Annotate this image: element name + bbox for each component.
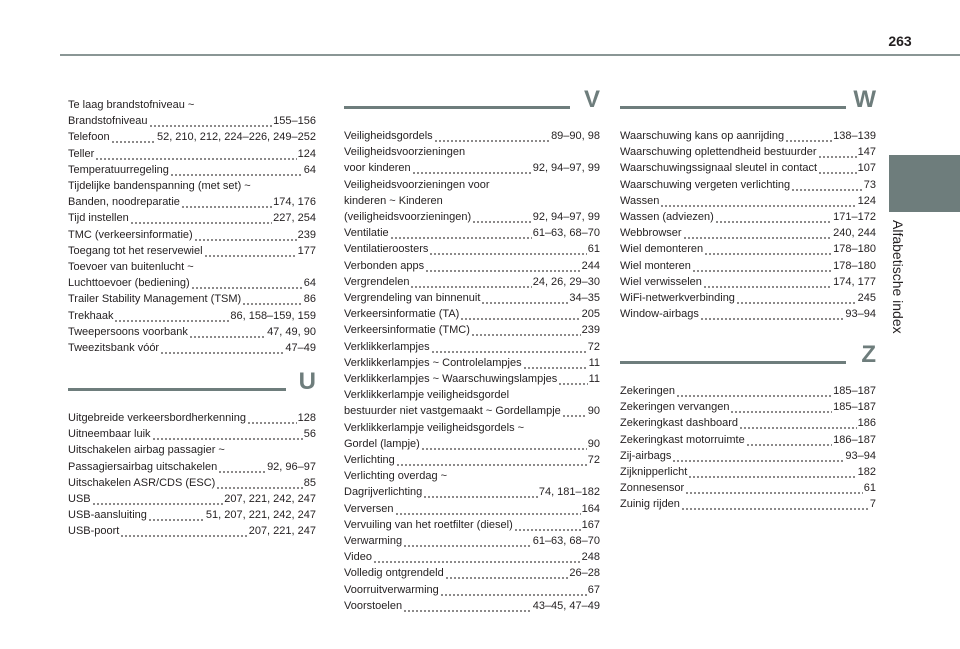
entry-pages: 90 — [587, 437, 600, 450]
dot-leader — [194, 227, 297, 243]
entry-term: Volledig ontgrendeld — [344, 567, 444, 580]
entry-pages: 52, 210, 212, 224–226, 249–252 — [156, 131, 316, 144]
index-entry — [68, 210, 316, 226]
index-entry — [620, 415, 876, 431]
entry-pages: 124 — [297, 147, 316, 160]
entry-pages: 73 — [863, 178, 876, 191]
index-entry — [620, 160, 876, 176]
entry-term: Verbonden apps — [344, 259, 425, 272]
dot-leader — [558, 371, 587, 387]
index-entry — [344, 387, 600, 403]
index-entry — [344, 290, 600, 306]
entry-pages: 93–94 — [845, 449, 876, 462]
index-entry — [344, 565, 600, 581]
entry-pages: 239 — [297, 228, 316, 241]
entry-term: USB-aansluiting — [68, 509, 147, 522]
entry-term: Ventilatieroosters — [344, 243, 429, 256]
entry-pages: 74, 181–182 — [538, 486, 600, 499]
dot-leader — [425, 258, 581, 274]
entry-term: Verlichting — [344, 454, 395, 467]
index-entry — [620, 399, 876, 415]
index-entry — [68, 507, 316, 523]
dot-leader — [149, 113, 273, 129]
section-heading — [620, 86, 876, 128]
entry-term: Verklikkerlampje veiligheidsgordel — [344, 389, 510, 402]
entry-pages: 85 — [303, 476, 316, 489]
index-entry — [68, 113, 316, 129]
dot-leader — [189, 324, 266, 340]
dot-leader — [471, 322, 581, 338]
index-entry — [344, 225, 600, 241]
index-entry — [68, 459, 316, 475]
entry-term: Vergrendelen — [344, 275, 410, 288]
dot-leader — [514, 517, 581, 533]
entry-pages: 61–63, 68–70 — [532, 535, 600, 548]
index-entry — [344, 144, 600, 160]
dot-leader — [730, 399, 832, 415]
dot-leader — [431, 339, 587, 355]
dot-leader — [390, 225, 532, 241]
index-entry — [344, 160, 600, 176]
index-entry — [68, 426, 316, 442]
entry-term: Verlichting overdag ~ — [344, 470, 448, 483]
section-heading — [68, 368, 316, 410]
entry-term: Trailer Stability Management (TSM) — [68, 293, 242, 306]
index-entry — [344, 436, 600, 452]
entry-term: Wiel verwisselen — [620, 275, 702, 288]
index-entry — [344, 598, 600, 614]
index-column-t — [68, 97, 316, 356]
entry-pages: 171–172 — [833, 211, 876, 224]
index-entry — [344, 274, 600, 290]
index-column-u — [68, 368, 316, 540]
dot-leader — [818, 144, 857, 160]
section-letter: U — [298, 368, 316, 395]
entry-pages: 155–156 — [273, 115, 316, 128]
section-heading-rule — [620, 106, 846, 109]
entry-term: Toevoer van buitenlucht ~ — [68, 261, 194, 274]
entry-pages: 178–180 — [833, 259, 876, 272]
entry-term: Tijdelijke bandenspanning (met set) ~ — [68, 180, 251, 193]
entry-term: Zekeringen vervangen — [620, 401, 730, 414]
entry-term: bestuurder niet vastgemaakt ~ Gordellampje — [344, 405, 561, 418]
entry-pages: 186–187 — [833, 433, 876, 446]
dot-leader — [429, 241, 586, 257]
index-entry — [344, 517, 600, 533]
dot-leader — [242, 291, 303, 307]
entry-term: Temperatuurregeling — [68, 163, 169, 176]
dot-leader — [423, 484, 538, 500]
entry-pages: 174, 177 — [833, 275, 876, 288]
dot-leader — [412, 160, 532, 176]
entry-term: Toegang tot het reservewiel — [68, 244, 203, 257]
index-entry — [68, 340, 316, 356]
index-entry — [68, 324, 316, 340]
entry-pages: 47–49 — [285, 342, 316, 355]
entry-term: Uitgebreide verkeersbordherkenning — [68, 412, 246, 424]
entry-pages: 26–28 — [569, 567, 600, 580]
entry-pages: 72 — [587, 454, 600, 467]
index-entry — [344, 193, 600, 209]
entry-term: kinderen ~ Kinderen — [344, 194, 443, 207]
entry-term: Webbrowser — [620, 227, 682, 240]
dot-leader — [791, 177, 863, 193]
dot-leader — [120, 523, 247, 539]
dot-leader — [472, 209, 532, 225]
index-entry — [68, 475, 316, 491]
index-entry — [344, 371, 600, 387]
entry-term: Verklikkerlampje veiligheidsgordels ~ — [344, 421, 525, 434]
dot-leader — [715, 209, 832, 225]
index-column-v — [344, 86, 600, 614]
index-entry — [344, 209, 600, 225]
index-entry — [68, 523, 316, 539]
index-entry — [344, 128, 600, 144]
entry-term: Tweezitsbank vóór — [68, 342, 160, 355]
dot-leader — [445, 565, 569, 581]
entry-term: Voorstoelen — [344, 599, 403, 612]
dot-leader — [692, 258, 832, 274]
entry-term: Veiligheidsvoorzieningen — [344, 146, 466, 159]
index-entry — [344, 177, 600, 193]
dot-leader — [181, 194, 272, 210]
index-entry — [344, 468, 600, 484]
entry-pages: 7 — [869, 498, 876, 511]
entry-term: Waarschuwing kans op aanrijding — [620, 130, 785, 142]
entry-pages: 86 — [303, 293, 316, 306]
index-entry — [620, 177, 876, 193]
entry-term: Verkeersinformatie (TA) — [344, 308, 460, 321]
dot-leader — [681, 496, 869, 512]
dot-leader — [440, 582, 587, 598]
entry-term: Dagrijverlichting — [344, 486, 423, 499]
entry-term: Veiligheidsgordels — [344, 130, 433, 142]
entry-pages: 167 — [581, 518, 600, 531]
entry-pages: 64 — [303, 277, 316, 290]
entry-pages: 239 — [581, 324, 600, 337]
index-entry — [620, 432, 876, 448]
index-entry — [68, 410, 316, 426]
dot-leader — [410, 274, 531, 290]
entry-term: Teller — [68, 147, 95, 160]
dot-leader — [111, 129, 156, 145]
entry-pages: 67 — [587, 583, 600, 596]
index-entry — [344, 258, 600, 274]
index-entry — [620, 383, 876, 399]
entry-term: Veiligheidsvoorzieningen voor — [344, 178, 490, 191]
dot-leader — [700, 306, 845, 322]
entry-pages: 245 — [857, 292, 876, 305]
entry-pages: 11 — [588, 373, 600, 386]
index-entry — [68, 194, 316, 210]
dot-leader — [481, 290, 568, 306]
index-entry — [620, 448, 876, 464]
entry-pages: 56 — [303, 428, 316, 441]
dot-leader — [685, 480, 863, 496]
index-entry — [620, 480, 876, 496]
entry-term: Brandstofniveau — [68, 115, 148, 128]
index-entry — [620, 496, 876, 512]
dot-leader — [434, 128, 550, 144]
entry-term: Telefoon — [68, 131, 110, 144]
entry-pages: 34–35 — [569, 292, 600, 305]
dot-leader — [160, 340, 284, 356]
index-entry — [344, 484, 600, 500]
index-entry — [68, 162, 316, 178]
entry-term: Vervuiling van het roetfilter (diesel) — [344, 518, 513, 531]
dot-leader — [152, 426, 303, 442]
entry-term: Tijd instellen — [68, 212, 129, 225]
entry-term: Wassen — [620, 194, 660, 207]
dot-leader — [95, 146, 296, 162]
index-entry — [620, 193, 876, 209]
entry-term: Uitschakelen ASR/CDS (ESC) — [68, 476, 216, 489]
entry-term: Verwarming — [344, 535, 403, 548]
dot-leader — [92, 491, 224, 507]
index-entry — [68, 97, 316, 113]
dot-leader — [114, 308, 229, 324]
index-entry — [68, 442, 316, 458]
section-tab-label: Alfabetische index — [890, 220, 906, 334]
entry-term: Video — [344, 551, 372, 564]
section-letter: V — [583, 86, 600, 113]
entry-pages: 207, 221, 247 — [248, 525, 316, 538]
dot-leader — [216, 475, 302, 491]
dot-leader — [373, 549, 581, 565]
entry-pages: 240, 244 — [833, 227, 876, 240]
entry-pages: 177 — [297, 244, 316, 257]
entry-term: Zuinig rijden — [620, 498, 680, 511]
entry-term: Zekeringkast dashboard — [620, 417, 739, 430]
dot-leader — [672, 448, 844, 464]
entry-term: Uitschakelen airbag passagier ~ — [68, 444, 225, 457]
entry-term: Verklikkerlampjes ~ Waarschuwingslampjes — [344, 373, 558, 386]
dot-leader — [785, 128, 832, 144]
dot-leader — [170, 162, 303, 178]
dot-leader — [148, 507, 205, 523]
dot-leader — [247, 410, 297, 426]
entry-pages: 107 — [857, 162, 876, 175]
entry-pages: 92, 96–97 — [267, 460, 316, 473]
entry-term: Ventilatie — [344, 227, 389, 240]
index-entry — [344, 452, 600, 468]
dot-leader — [130, 210, 272, 226]
index-entry — [68, 259, 316, 275]
entry-term: Verklikkerlampjes — [344, 340, 430, 353]
entry-pages: 174, 176 — [273, 196, 316, 209]
entry-term: Tweepersoons voorbank — [68, 325, 188, 338]
index-entry — [620, 306, 876, 322]
index-entry — [620, 274, 876, 290]
index-entry — [344, 533, 600, 549]
dot-leader — [204, 243, 297, 259]
index-entry — [344, 403, 600, 419]
dot-leader — [818, 160, 857, 176]
entry-term: TMC (verkeersinformatie) — [68, 228, 193, 241]
entry-term: Voorruitverwarming — [344, 583, 439, 596]
entry-pages: 11 — [588, 356, 600, 369]
entry-pages: 227, 254 — [273, 212, 316, 225]
dot-leader — [660, 193, 856, 209]
index-entry — [68, 275, 316, 291]
index-entry — [68, 129, 316, 145]
section-heading-rule — [344, 106, 570, 109]
dot-leader — [703, 274, 832, 290]
entry-term: Verkeersinformatie (TMC) — [344, 324, 470, 337]
index-entry — [620, 258, 876, 274]
entry-pages: 47, 49, 90 — [267, 325, 316, 338]
entry-term: Luchttoevoer (bediening) — [68, 277, 190, 290]
index-entry — [68, 243, 316, 259]
dot-leader — [460, 306, 580, 322]
entry-term: Waarschuwingssignaal sleutel in contact — [620, 162, 818, 175]
section-heading-rule — [68, 388, 286, 391]
dot-leader — [218, 459, 266, 475]
entry-pages: 207, 221, 242, 247 — [224, 493, 316, 506]
entry-pages: 205 — [581, 308, 600, 321]
entry-pages: 185–187 — [833, 385, 876, 397]
index-entry — [620, 290, 876, 306]
index-entry — [620, 128, 876, 144]
section-heading — [620, 341, 876, 383]
index-entry — [344, 241, 600, 257]
entry-pages: 138–139 — [833, 130, 876, 142]
section-heading-rule — [620, 361, 846, 364]
index-column-w — [620, 86, 876, 322]
dot-leader — [746, 432, 832, 448]
dot-leader — [395, 501, 581, 517]
entry-pages: 244 — [581, 259, 600, 272]
entry-term: Uitneembaar luik — [68, 428, 151, 441]
dot-leader — [396, 452, 587, 468]
entry-term: (veiligheidsvoorzieningen) — [344, 211, 472, 224]
entry-pages: 92, 94–97, 99 — [532, 162, 600, 175]
entry-term: Banden, noodreparatie — [68, 196, 180, 209]
entry-term: WiFi-netwerkverbinding — [620, 292, 735, 305]
index-column-z — [620, 341, 876, 513]
section-tab — [889, 155, 960, 212]
index-entry — [344, 501, 600, 517]
entry-term: Zekeringkast motorruimte — [620, 433, 745, 446]
entry-term: Wiel demonteren — [620, 243, 704, 256]
entry-pages: 164 — [581, 502, 600, 515]
index-entry — [620, 241, 876, 257]
entry-pages: 61 — [863, 482, 876, 495]
entry-term: Zij-airbags — [620, 449, 672, 462]
entry-term: voor kinderen — [344, 162, 411, 175]
entry-term: Te laag brandstofniveau ~ — [68, 99, 195, 111]
index-entry — [620, 209, 876, 225]
entry-term: USB-poort — [68, 525, 120, 538]
dot-leader — [736, 290, 857, 306]
entry-pages: 178–180 — [833, 243, 876, 256]
index-entry — [620, 144, 876, 160]
entry-pages: 86, 158–159, 159 — [230, 309, 316, 322]
entry-term: Window-airbags — [620, 308, 699, 321]
entry-term: Vergrendeling van binnenuit — [344, 292, 481, 305]
entry-pages: 61–63, 68–70 — [532, 227, 600, 240]
section-letter: W — [853, 86, 876, 113]
entry-pages: 248 — [581, 551, 600, 564]
index-entry — [620, 225, 876, 241]
entry-pages: 61 — [587, 243, 600, 256]
entry-pages: 51, 207, 221, 242, 247 — [205, 509, 316, 522]
entry-term: Trekhaak — [68, 309, 114, 322]
index-entry — [68, 308, 316, 324]
entry-term: Waarschuwing vergeten verlichting — [620, 178, 791, 191]
entry-pages: 147 — [857, 146, 876, 159]
page-number: 263 — [888, 33, 912, 49]
dot-leader — [688, 464, 856, 480]
section-heading — [344, 86, 600, 128]
entry-pages: 90 — [587, 405, 600, 418]
entry-term: Zijknipperlicht — [620, 466, 688, 479]
entry-term: Verklikkerlampjes ~ Controlelampjes — [344, 356, 522, 369]
dot-leader — [523, 355, 588, 371]
index-entry — [68, 291, 316, 307]
entry-pages: 185–187 — [833, 401, 876, 414]
entry-pages: 128 — [297, 412, 316, 424]
index-entry — [68, 227, 316, 243]
entry-pages: 93–94 — [845, 308, 876, 321]
dot-leader — [403, 598, 532, 614]
entry-term: Verversen — [344, 502, 394, 515]
section-letter: Z — [861, 341, 876, 368]
dot-leader — [403, 533, 532, 549]
dot-leader — [683, 225, 833, 241]
entry-term: Wiel monteren — [620, 259, 691, 272]
entry-term: Wassen (adviezen) — [620, 211, 714, 224]
index-entry — [344, 549, 600, 565]
entry-pages: 124 — [857, 194, 876, 207]
entry-term: Zonnesensor — [620, 482, 685, 495]
entry-term: Waarschuwing oplettendheid bestuurder — [620, 146, 817, 159]
entry-term: Passagiersairbag uitschakelen — [68, 460, 218, 473]
dot-leader — [421, 436, 587, 452]
dot-leader — [562, 403, 587, 419]
index-entry — [620, 464, 876, 480]
index-entry — [344, 355, 600, 371]
entry-pages: 186 — [857, 417, 876, 430]
index-entry — [68, 491, 316, 507]
index-entry — [344, 420, 600, 436]
entry-term: USB — [68, 493, 91, 506]
entry-pages: 64 — [303, 163, 316, 176]
index-entry — [344, 339, 600, 355]
index-entry — [344, 306, 600, 322]
entry-term: Gordel (lampje) — [344, 437, 420, 450]
index-entry — [68, 178, 316, 194]
index-entry — [68, 146, 316, 162]
entry-pages: 72 — [587, 340, 600, 353]
entry-pages: 89–90, 98 — [551, 130, 600, 142]
header-rule — [60, 54, 960, 56]
entry-term: Zekeringen — [620, 385, 676, 397]
dot-leader — [676, 383, 832, 399]
dot-leader — [704, 241, 832, 257]
entry-pages: 24, 26, 29–30 — [532, 275, 600, 288]
entry-pages: 182 — [857, 466, 876, 479]
entry-pages: 92, 94–97, 99 — [532, 211, 600, 224]
dot-leader — [739, 415, 857, 431]
index-entry — [344, 582, 600, 598]
entry-pages: 43–45, 47–49 — [532, 599, 600, 612]
dot-leader — [191, 275, 303, 291]
index-entry — [344, 322, 600, 338]
